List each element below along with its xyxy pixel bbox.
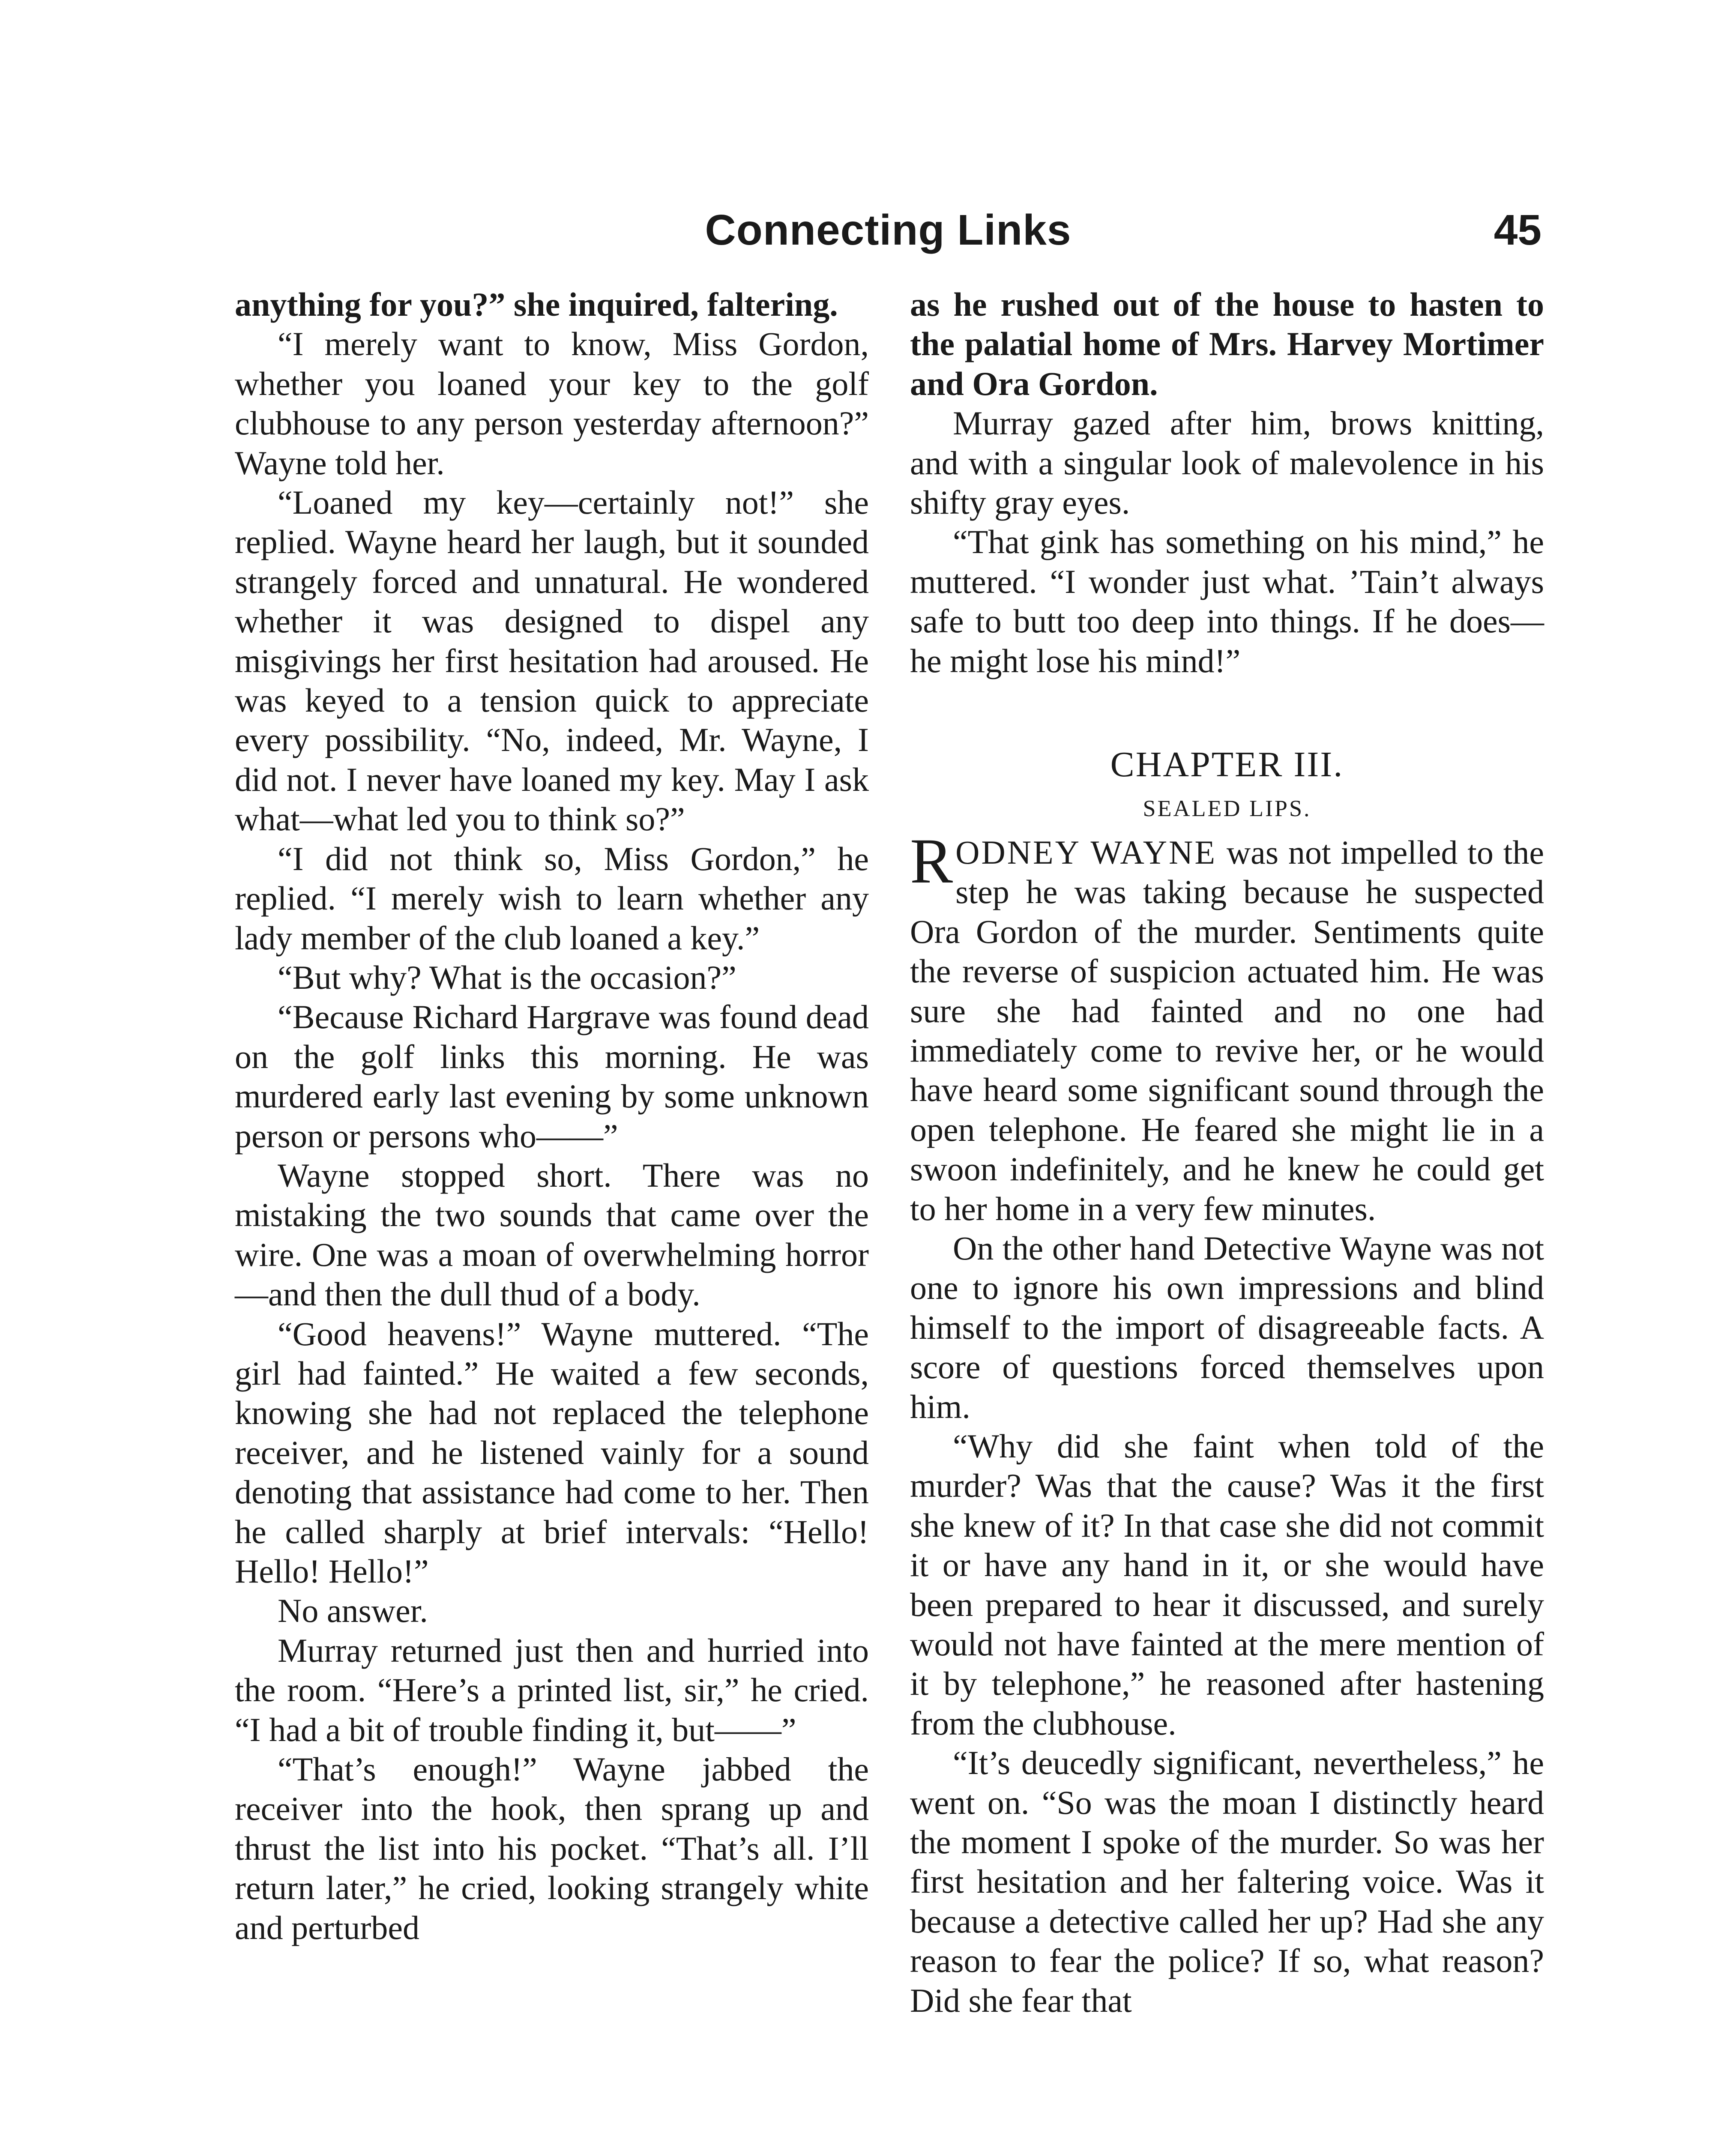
paragraph: anything for you?” she inquired, faltering.	[235, 286, 838, 323]
paragraph: “Why did she faint when told of the murder? Was that the cause? Was it the first she knew of it? In that case she did not commit it or have any hand in it, or she would have been prepared to hear it discussed, and surely would not have fainted at the mere mention of it by telephone,” he reasoned after hastening from the clubhouse.	[910, 1427, 1544, 1742]
paragraph: Murray returned just then and hurried into the room. “Here’s a printed list, sir,” he cried. “I had a bit of trouble finding it, but——”	[235, 1631, 869, 1748]
chapter-opening-paragraph	[910, 825, 1544, 1229]
paragraph: “But why? What is the occasion?”	[278, 958, 736, 996]
drop-cap: R	[910, 825, 953, 897]
paragraph: “That’s enough!” Wayne jabbed the receiver into the hook, then sprang up and thrust the list into his pocket. “That’s all. I’ll return later,” he cried, looking strangely white and perturbed	[235, 1750, 869, 1946]
paragraph: “Because Richard Hargrave was found dead on the golf links this morning. He was murdered early last evening by some unknown person or persons who——”	[235, 998, 869, 1155]
chapter-heading: CHAPTER III.	[1110, 745, 1344, 785]
paragraph: “I merely want to know, Miss Gordon, whether you loaned your key to the golf clubhouse to any person yesterday afternoon?” Wayne told her.	[235, 325, 869, 482]
page-header	[235, 201, 1541, 270]
chapter-subtitle: SEALED LIPS.	[1143, 796, 1311, 822]
right-column	[910, 285, 1544, 2142]
paragraph: “I did not think so, Miss Gordon,” he replied. “I merely wish to learn whether any lady member of the club loaned a key.”	[235, 840, 869, 957]
paragraph: “Loaned my key—certainly not!” she replied. Wayne heard her laugh, but it sounded strangely forced and unnatural. He wondered whether it was designed to dispel any misgivings her first hesitation had aroused. He was keyed to a tension quick to appreciate every possibility. “No, indeed, Mr. Wayne, I did not. I never have loaned my key. May I ask what—what led you to think so?”	[235, 484, 869, 838]
paragraph: “Good heavens!” Wayne muttered. “The girl had fainted.” He waited a few seconds, knowing she had not replaced the telephone receiver, and he listened vainly for a sound denoting that assistance had come to her. Then he called sharply at brief intervals: “Hello! Hello! Hello!”	[235, 1315, 869, 1590]
paragraph: On the other hand Detective Wayne was not one to ignore his own impressions and blind himself to the import of disagreeable facts. A score of questions forced themselves upon him.	[910, 1229, 1544, 1425]
paragraph: Wayne stopped short. There was no mistaking the two sounds that came over the wire. One was a moan of overwhelming horror—and then the dull thud of a body.	[235, 1156, 869, 1313]
running-title: Connecting Links	[705, 206, 1072, 254]
paragraph: “That gink has something on his mind,” he muttered. “I wonder just what. ’Tain’t always safe to butt too deep into things. If he does—he might lose his mind!”	[910, 523, 1544, 679]
page-number: 45	[1494, 206, 1541, 254]
paragraph: Murray gazed after him, brows knitting, and with a singular look of malevolence in his shifty gray eyes.	[910, 404, 1544, 521]
opening-words: ODNEY WAYNE	[955, 833, 1217, 871]
paragraph: “It’s deucedly significant, nevertheless,” he went on. “So was the moan I distinctly heard the moment I spoke of the murder. So was her first hesitation and her faltering voice. Was it because a detective called her up? Had she any reason to fear the police? If so, what reason? Did she fear that	[910, 1744, 1544, 2019]
left-column	[235, 285, 869, 2142]
paragraph-text: was not impelled to the step he was taking because he suspected Ora Gordon of the murder. Sentiments quite the reverse of suspicion actuated him. He was sure she had fainted and no one had immediately come to revive her, or he would have heard some significant sound through the open telephone. He feared she might lie in a swoon indefinitely, and he knew he could get to her home in a very few minutes.	[910, 833, 1544, 1227]
paragraph: No answer.	[278, 1592, 428, 1630]
paragraph: as he rushed out of the house to hasten to the palatial home of Mrs. Harvey Mortimer and Ora Gordon.	[910, 286, 1544, 402]
